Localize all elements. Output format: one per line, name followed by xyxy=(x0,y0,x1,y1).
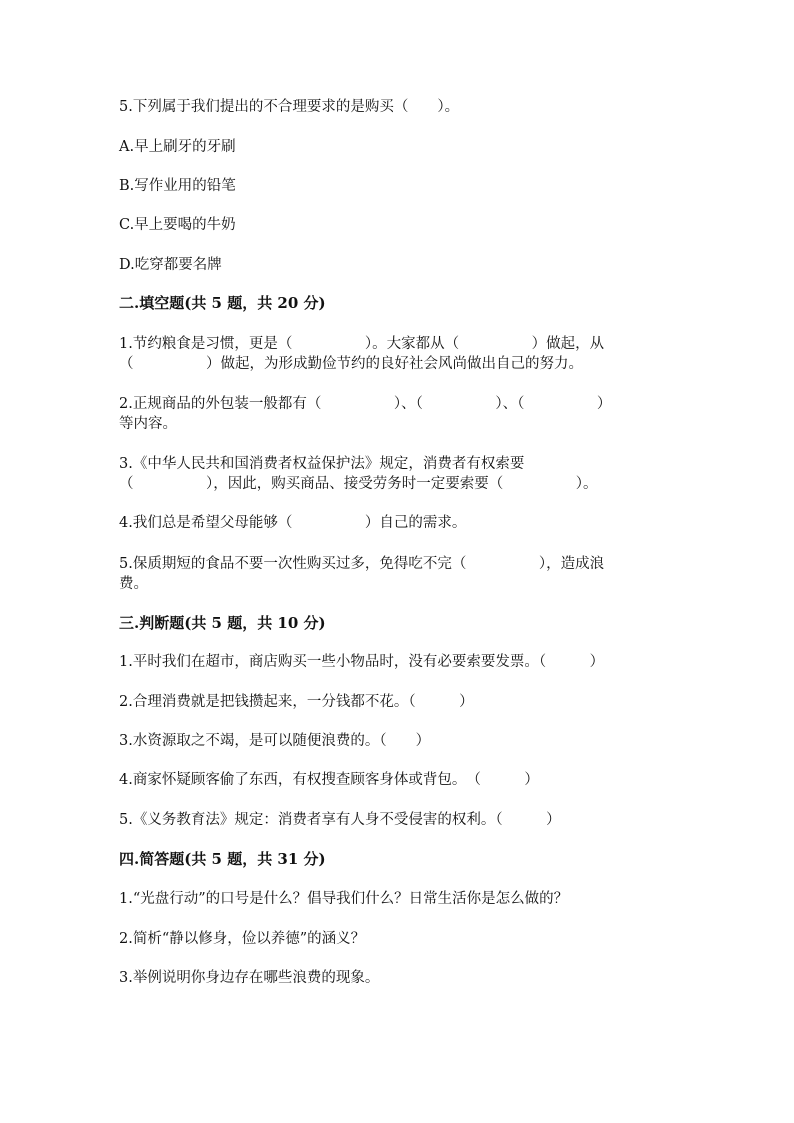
judge-item-5: 5.《义务教育法》规定：消费者享有人身不受侵害的权利。（ ） xyxy=(119,812,561,828)
mc-option-a: A.早上刷牙的牙刷 xyxy=(119,139,236,155)
short-section-heading: 四.简答题(共 5 题，共 31 分) xyxy=(119,850,326,868)
fill-q5-line2: 费。 xyxy=(119,576,148,592)
judge-section-heading: 三.判断题(共 5 题，共 10 分) xyxy=(119,614,326,632)
mc-option-d: D.吃穿都要名牌 xyxy=(119,257,222,273)
fill-q5-line1: 5.保质期短的食品不要一次性购买过多，免得吃不完（ ），造成浪 xyxy=(119,556,605,572)
short-item-2: 2.简析“静以修身，俭以养德”的涵义？ xyxy=(119,931,366,947)
short-item-1: 1.“光盘行动”的口号是什么？倡导我们什么？日常生活你是怎么做的？ xyxy=(119,891,569,907)
fill-section-heading: 二.填空题(共 5 题，共 20 分) xyxy=(119,294,326,312)
judge-item-4: 4.商家怀疑顾客偷了东西，有权搜查顾客身体或背包。 （ ） xyxy=(119,772,539,788)
fill-q1-line2: （ ）做起，为形成勤俭节约的良好社会风尚做出自己的努力。 xyxy=(119,356,583,372)
fill-q2-line1: 2.正规商品的外包装一般都有（ ）、（ ）、（ ） xyxy=(119,396,612,412)
fill-q1-line1: 1.节约粮食是习惯，更是（ ）。大家都从（ ）做起，从 xyxy=(119,336,605,352)
mc-question-5: 5.下列属于我们提出的不合理要求的是购买（ ）。 xyxy=(119,99,460,115)
fill-q3-line1: 3.《中华人民共和国消费者权益保护法》规定，消费者有权索要 xyxy=(119,456,525,472)
mc-option-b: B.写作业用的铅笔 xyxy=(119,178,236,194)
fill-q3-line2: （ ），因此，购买商品、接受劳务时一定要索要（ ）。 xyxy=(119,476,598,492)
fill-q4: 4.我们总是希望父母能够（ ）自己的需求。 xyxy=(119,515,467,531)
judge-item-3: 3.水资源取之不竭，是可以随便浪费的。（ ） xyxy=(119,733,431,749)
short-item-3: 3.举例说明你身边存在哪些浪费的现象。 xyxy=(119,970,380,986)
mc-option-c: C.早上要喝的牛奶 xyxy=(119,217,236,233)
fill-q2-line2: 等内容。 xyxy=(119,416,177,432)
judge-item-1: 1.平时我们在超市，商店购买一些小物品时，没有必要索要发票。（ ） xyxy=(119,654,605,670)
judge-item-2: 2.合理消费就是把钱攒起来，一分钱都不花。（ ） xyxy=(119,694,474,710)
